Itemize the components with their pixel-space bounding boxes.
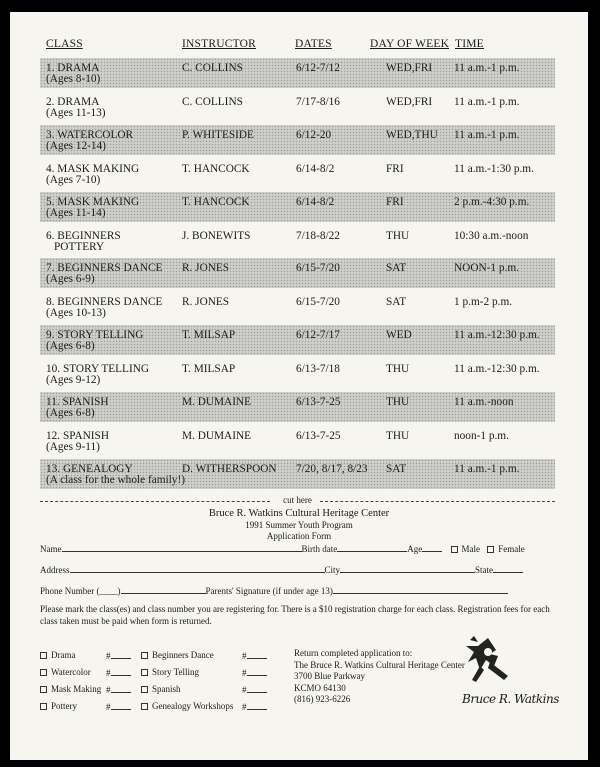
day-of-week: SAT	[386, 296, 407, 308]
day-of-week: WED	[386, 329, 412, 341]
parents-signature-label: Parents' Signature (if under age 13)	[205, 586, 333, 596]
class-ages: (Ages 8-10)	[46, 73, 101, 85]
day-of-week: SAT	[386, 262, 407, 274]
time: 1 p.m-2 p.m.	[454, 296, 513, 308]
parents-signature-field[interactable]	[333, 585, 508, 594]
city-field[interactable]	[340, 564, 475, 573]
class-ages: (Ages 9-12)	[46, 374, 101, 386]
class-name: 5. MASK MAKING	[46, 196, 140, 208]
table-row	[40, 92, 555, 122]
city-label: City	[324, 565, 341, 575]
table-row	[40, 459, 555, 489]
day-of-week: THU	[386, 430, 410, 442]
phone-row	[40, 585, 560, 596]
time: 2 p.m.-4:30 p.m.	[454, 196, 530, 208]
table-row	[40, 192, 555, 222]
instructor: C. COLLINS	[182, 96, 243, 108]
day-of-week: WED,THU	[386, 129, 438, 141]
pottery-class-number[interactable]: #	[106, 701, 131, 712]
day-of-week: FRI	[386, 163, 404, 175]
checkbox-mask-making[interactable]: Mask Making	[40, 684, 101, 694]
class-name: 3. WATERCOLOR	[46, 129, 134, 141]
instructor: T. HANCOCK	[182, 196, 250, 208]
day-of-week: THU	[386, 363, 410, 375]
dates: 6/15-7/20	[296, 296, 340, 308]
beginners-dance-checkbox[interactable]	[141, 652, 148, 659]
table-row	[40, 325, 555, 355]
class-name: 2. DRAMA	[46, 96, 100, 108]
instructor: T. HANCOCK	[182, 163, 250, 175]
instructor: R. JONES	[182, 262, 230, 274]
instructor: C. COLLINS	[182, 62, 243, 74]
checkbox-spanish[interactable]: Spanish	[141, 684, 181, 694]
day-of-week: FRI	[386, 196, 404, 208]
watkins-logo	[450, 632, 560, 712]
class-ages: (Ages 6-8)	[46, 340, 95, 352]
org-name: Bruce R. Watkins Cultural Heritage Center	[208, 508, 390, 519]
instructor: M. DUMAINE	[182, 430, 252, 442]
drama-class-number[interactable]: #	[106, 650, 131, 661]
class-ages: (Ages 11-14)	[46, 207, 106, 219]
class-ages: (Ages 6-8)	[46, 407, 95, 419]
day-of-week: SAT	[386, 463, 407, 475]
header-time: TIME	[455, 38, 484, 50]
table-row	[40, 159, 555, 189]
table-row	[40, 292, 555, 322]
class-ages: (Ages 10-13)	[46, 307, 106, 319]
dates: 7/17-8/16	[296, 96, 340, 108]
table-row	[40, 359, 555, 389]
dates: 6/15-7/20	[296, 262, 340, 274]
story-telling-class-number[interactable]: #	[242, 667, 267, 678]
class-ages: (Ages 6-9)	[46, 273, 95, 285]
male-checkbox[interactable]	[451, 546, 458, 553]
class-name: 11. SPANISH	[46, 396, 109, 408]
state-label: State	[475, 565, 494, 575]
class-name: 6. BEGINNERS	[46, 230, 121, 242]
class-ages: (A class for the whole family!)	[46, 474, 185, 486]
checkbox-genealogy[interactable]: Genealogy Workshops	[141, 701, 233, 711]
dates: 7/18-8/22	[296, 230, 340, 242]
phone-label: Phone Number (____)	[40, 586, 121, 596]
age-field[interactable]	[422, 543, 442, 552]
birth-date-label: Birth date	[301, 544, 338, 554]
time: 11 a.m.-1 p.m.	[454, 463, 520, 475]
table-row	[40, 258, 555, 288]
header-dates: DATES	[295, 38, 332, 50]
watercolor-class-number[interactable]: #	[106, 667, 131, 678]
form-title: Application Form	[266, 531, 332, 541]
class-ages: (Ages 7-10)	[46, 174, 101, 186]
header-class: CLASS	[46, 38, 83, 50]
day-of-week: THU	[386, 230, 410, 242]
address-field[interactable]	[70, 564, 325, 573]
time: NOON-1 p.m.	[454, 262, 519, 274]
mask-making-class-number[interactable]: #	[106, 684, 131, 695]
checkbox-pottery[interactable]: Pottery	[40, 701, 77, 711]
dates: 6/13-7/18	[296, 363, 340, 375]
cut-here-label: cut here	[40, 495, 555, 505]
checkbox-watercolor[interactable]: Watercolor	[40, 667, 91, 677]
instructor: M. DUMAINE	[182, 396, 252, 408]
dates: 6/14-8/2	[296, 163, 335, 175]
name-row	[40, 543, 560, 554]
dates: 7/20, 8/17, 8/23	[296, 463, 368, 475]
drama-checkbox[interactable]	[40, 652, 47, 659]
time: 11 a.m.-1 p.m.	[454, 96, 520, 108]
dates: 6/13-7-25	[296, 396, 341, 408]
time: 11 a.m.-12:30 p.m.	[454, 363, 540, 375]
instructor: D. WITHERSPOON	[182, 463, 277, 475]
male-label: Male	[461, 544, 480, 554]
day-of-week: WED,FRI	[386, 62, 433, 74]
return-address: Return completed application to: The Bruce R. Watkins Cultural Heritage Center 3700 Blue Parkway KCMO 64130 (816) 923-6226	[294, 648, 465, 704]
spanish-class-number[interactable]: #	[242, 684, 267, 695]
header-instructor: INSTRUCTOR	[182, 38, 256, 50]
checkbox-drama[interactable]: Drama	[40, 650, 76, 660]
checkbox-beginners-dance[interactable]: Beginners Dance	[141, 650, 214, 660]
address-label: Address	[40, 565, 70, 575]
table-row	[40, 392, 555, 422]
class-name: 12. SPANISH	[46, 430, 109, 442]
instructor: R. JONES	[182, 296, 230, 308]
table-row	[40, 226, 555, 256]
instructor: P. WHITESIDE	[182, 129, 254, 141]
dates: 6/12-7/12	[296, 62, 340, 74]
day-of-week: THU	[386, 396, 410, 408]
mask-making-checkbox[interactable]	[40, 686, 47, 693]
class-name: 9. STORY TELLING	[46, 329, 144, 341]
time: 11 a.m.-1 p.m.	[454, 62, 520, 74]
female-checkbox[interactable]	[487, 546, 494, 553]
class-ages: (Ages 9-11)	[46, 441, 100, 453]
address-row	[40, 564, 560, 575]
phone-field[interactable]	[121, 585, 206, 594]
header-day: DAY OF WEEK	[370, 38, 450, 50]
class-ages: POTTERY	[54, 241, 105, 253]
table-row	[40, 58, 555, 88]
pottery-checkbox[interactable]	[40, 703, 47, 710]
story-telling-checkbox[interactable]	[141, 669, 148, 676]
genealogy-checkbox[interactable]	[141, 703, 148, 710]
dates: 6/14-8/2	[296, 196, 335, 208]
time: 10:30 a.m.-noon	[454, 230, 529, 242]
dates: 6/13-7-25	[296, 430, 341, 442]
registration-note: Please mark the class(es) and class number you are registering for. There is a $10 registration charge for each class. Registration fees for each class taken must be paid when form is returned.	[40, 604, 550, 626]
state-field[interactable]	[493, 564, 523, 573]
name-label: Name	[40, 544, 62, 554]
cut-line-right	[320, 501, 555, 502]
time: 11 a.m.-1:30 p.m.	[454, 163, 534, 175]
birth-date-field[interactable]	[337, 543, 407, 552]
logo-signature: Bruce R. Watkins	[462, 692, 559, 706]
instructor: T. MILSAP	[182, 329, 236, 341]
watercolor-checkbox[interactable]	[40, 669, 47, 676]
female-label: Female	[498, 544, 525, 554]
instructor: J. BONEWITS	[182, 230, 251, 242]
name-field[interactable]	[62, 543, 302, 552]
table-row	[40, 125, 555, 155]
document-page	[10, 12, 588, 760]
table-row	[40, 426, 555, 456]
checkbox-story-telling[interactable]: Story Telling	[141, 667, 199, 677]
dates: 6/12-7/17	[296, 329, 340, 341]
class-name: 13. GENEALOGY	[46, 463, 133, 475]
beginners-dance-class-number[interactable]: #	[242, 650, 267, 661]
program-name: 1991 Summer Youth Program	[245, 520, 353, 530]
instructor: T. MILSAP	[182, 363, 236, 375]
time: 11 a.m.-1 p.m.	[454, 129, 520, 141]
class-ages: (Ages 11-13)	[46, 107, 106, 119]
time: 11 a.m.-noon	[454, 396, 514, 408]
class-name: 1. DRAMA	[46, 62, 100, 74]
genealogy-class-number[interactable]: #	[242, 701, 267, 712]
age-label: Age	[407, 544, 423, 554]
class-name: 4. MASK MAKING	[46, 163, 140, 175]
class-name: 10. STORY TELLING	[46, 363, 150, 375]
time: 11 a.m.-12:30 p.m.	[454, 329, 540, 341]
time: noon-1 p.m.	[454, 430, 509, 442]
dates: 6/12-20	[296, 129, 332, 141]
class-name: 7. BEGINNERS DANCE	[46, 262, 163, 274]
spanish-checkbox[interactable]	[141, 686, 148, 693]
class-name: 8. BEGINNERS DANCE	[46, 296, 163, 308]
class-ages: (Ages 12-14)	[46, 140, 106, 152]
day-of-week: WED,FRI	[386, 96, 433, 108]
